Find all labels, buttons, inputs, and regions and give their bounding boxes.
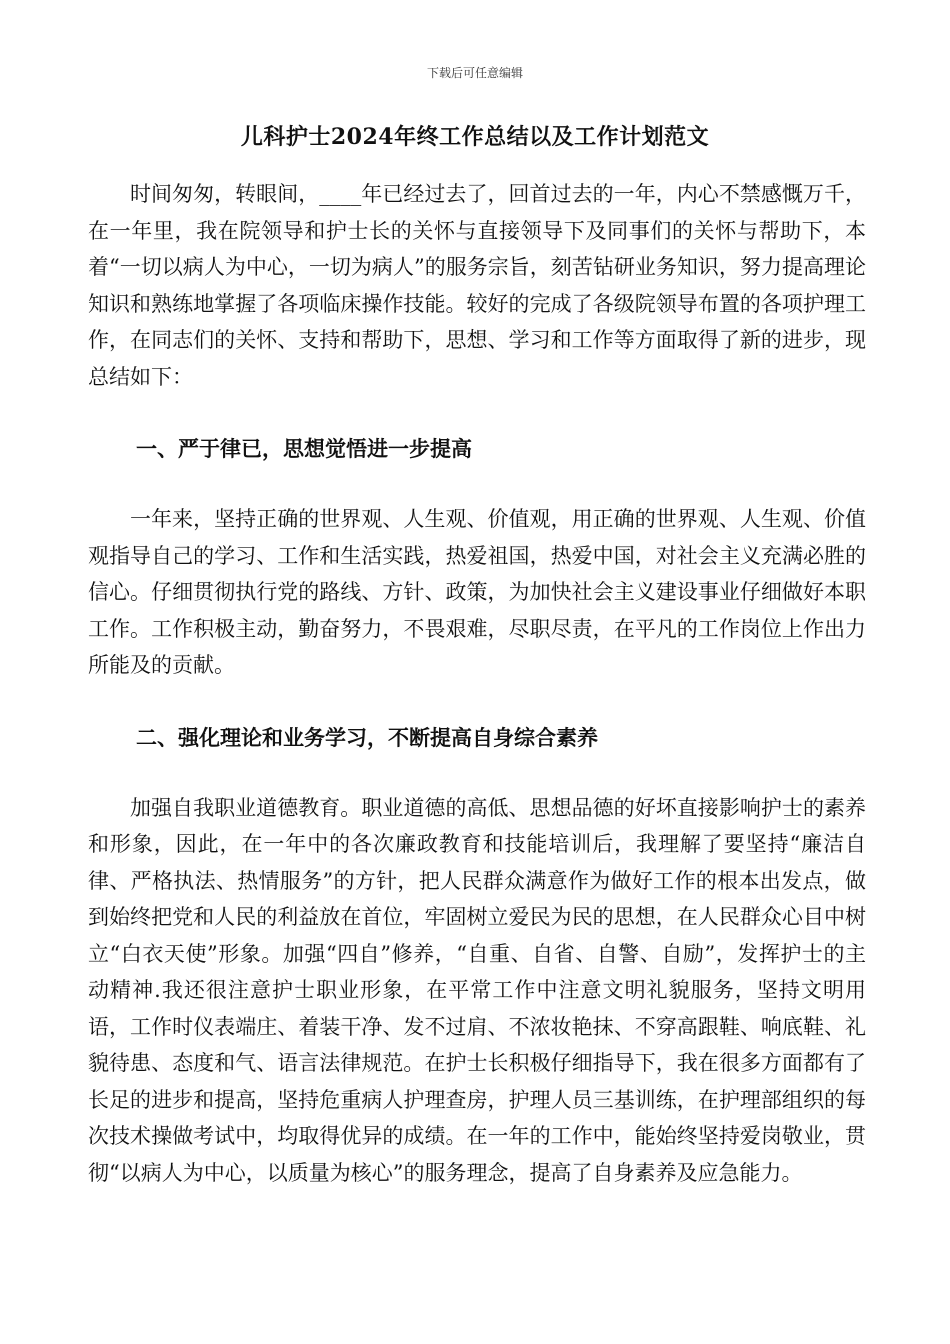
header-note: 下载后可任意编辑: [426, 66, 523, 80]
section-heading-1: 一、严于律已，思想觉悟进一步提高: [136, 436, 472, 461]
intro-paragraph: 时间匆匆，转眼间，____年已经过去了，回首过去的一年，内心不禁感慨万千，在一年里，我在院领导和护士长的关怀与直接领导下及同事们的关怀与帮助下，本着“一切以病人为中心，一切为病人”的服务宗旨，刻苦钻研业务知识，努力提高理论知识和熟练地掌握了各项临床操作技能。较好的完成了各级院领导布置的各项护理工作，在同志们的关怀、支持和帮助下，思想、学习和工作等方面取得了新的进步，现总结如下：: [88, 182, 866, 389]
section-body-1: 一年来，坚持正确的世界观、人生观、价值观，用正确的世界观、人生观、价值观指导自己的学习、工作和生活实践，热爱祖国，热爱中国，对社会主义充满必胜的信心。仔细贯彻执行党的路线、方针、政策，为加快社会主义建设事业仔细做好本职工作。工作积极主动，勤奋努力，不畏艰难，尽职尽责，在平凡的工作岗位上作出力所能及的贡献。: [88, 507, 866, 677]
section-body-2: 加强自我职业道德教育。职业道德的高低、思想品德的好坏直接影响护士的素养和形象，因此，在一年中的各次廉政教育和技能培训后，我理解了要坚持“廉洁自律、严格执法、热情服务”的方针，把人民群众满意作为做好工作的根本出发点，做到始终把党和人民的利益放在首位，牢固树立爱民为民的思想，在人民群众心目中树立“白衣天使”形象。加强“四自”修养，“自重、自省、自警、自励”，发挥护士的主动精神.我还很注意护士职业形象，在平常工作中注意文明礼貌服务，坚持文明用语，工作时仪表端庄、着装干净、发不过肩、不浓妆艳抹、不穿高跟鞋、响底鞋、礼貌待患、态度和气、语言法律规范。在护士长积极仔细指导下，我在很多方面都有了长足的进步和提高，坚持危重病人护理查房，护理人员三基训练，在护理部组织的每次技术操做考试中，均取得优异的成绩。在一年的工作中，能始终坚持爱岗敬业，贯彻“以病人为中心，以质量为核心”的服务理念，提高了自身素养及应急能力。: [88, 795, 866, 1185]
document-title: 儿科护士2024年终工作总结以及工作计划范文: [240, 124, 710, 150]
document-body: [88, 176, 866, 1191]
section-heading-2: 二、强化理论和业务学习，不断提高自身综合素养: [136, 724, 598, 750]
